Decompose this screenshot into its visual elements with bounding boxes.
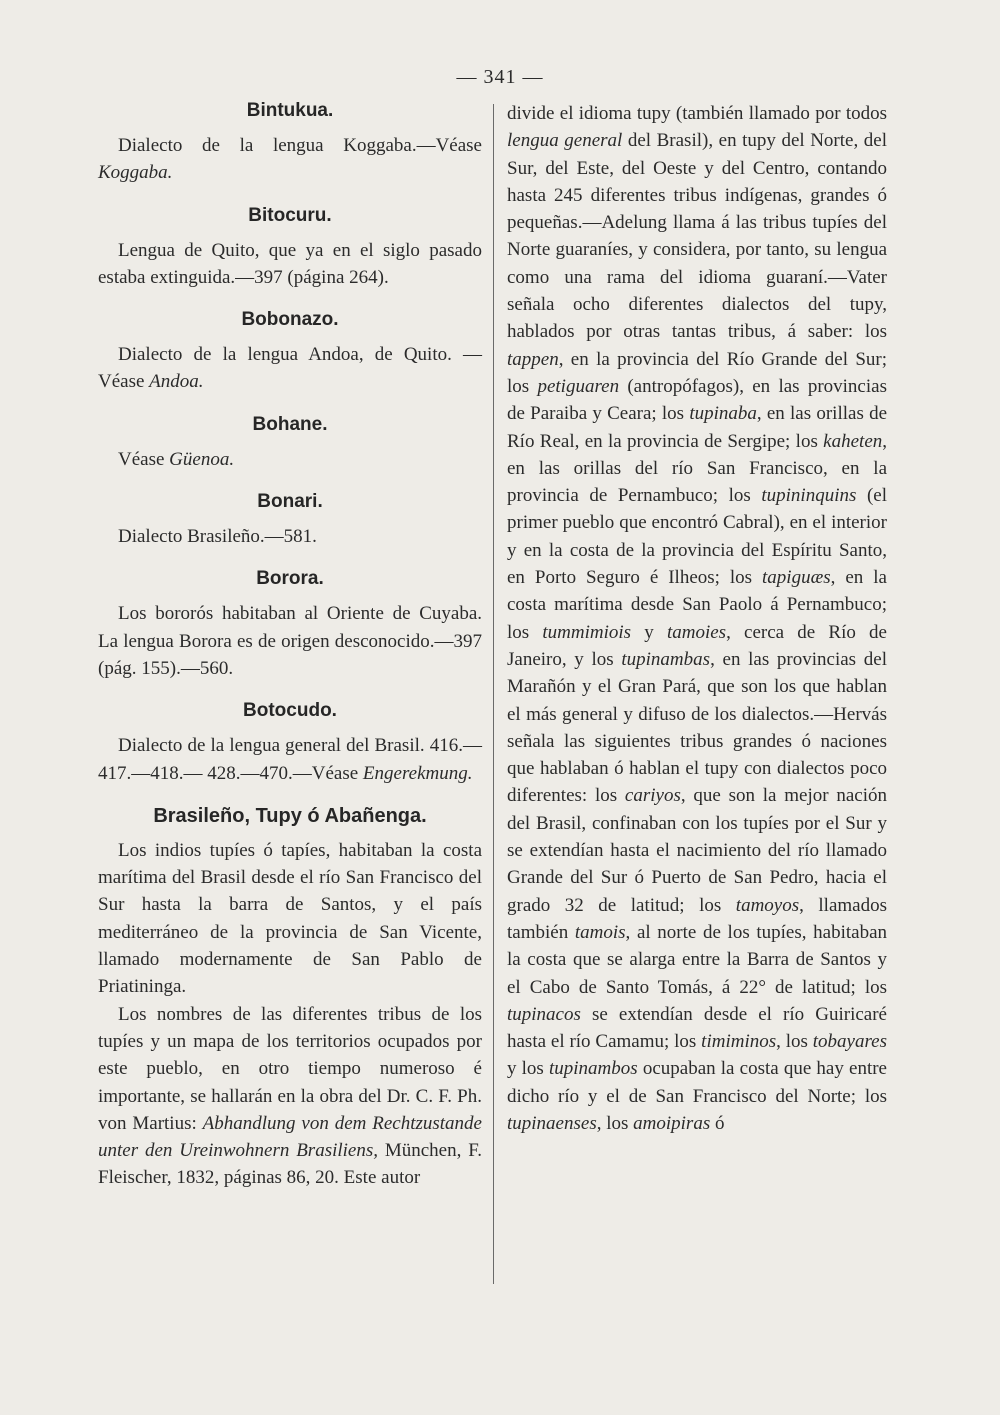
tribe-name: tamoies xyxy=(666,621,727,643)
entry-bonari xyxy=(98,491,482,550)
text-run: (antropófagos), en las provincias de Paraiba y Ceara; los xyxy=(507,375,887,425)
entry-paragraph xyxy=(98,1001,482,1192)
text-run: , en las provincias del Marañón y el Gran Pará, que son los que hablan el más general y difuso de los dialectos.—Hervás señala las siguientes tribus grandes ó naciones que hablaban ó hablan el tupy con dialectos poco diferentes: los xyxy=(507,648,887,807)
entry-bohane xyxy=(98,414,482,473)
text-run: y los xyxy=(507,1058,549,1080)
text-run: (el primer pueblo que encontró Cabral), en el interior y en la costa de la provincia del Espíritu Santo, en Porto Seguro é Ilheos; los xyxy=(507,485,887,589)
entry-text xyxy=(98,132,482,187)
tribe-name: petiguaren xyxy=(537,375,620,397)
text-run: , que son la mejor nación del Brasil, confinaban con los tupíes por el Sur y se extendían hasta el nacimiento del río llamado Grande del Sur ó Puerto de San Pedro, hacia el grado 32 de latitud; los xyxy=(507,785,887,916)
tribe-name: timiminos xyxy=(701,1031,777,1053)
tribe-name: tappen xyxy=(507,348,559,370)
entry-text: Lengua de Quito, que ya en el siglo pasado estaba extinguida.—397 (página 264). xyxy=(98,239,482,288)
entry-title: Bobonazo. xyxy=(241,309,339,331)
column-divider xyxy=(493,104,494,1284)
entry-reference: Engerekmung. xyxy=(362,762,473,784)
tribe-name: tupinacos xyxy=(507,1003,581,1025)
entry-title: Brasileño, Tupy ó Abañenga. xyxy=(153,804,427,827)
text-run: y xyxy=(631,621,667,643)
entry-bintukua xyxy=(98,100,482,187)
entry-reference: Koggaba. xyxy=(98,162,173,184)
text-run: , los xyxy=(776,1031,813,1053)
entry-text-run: Véase xyxy=(118,448,170,470)
tribe-name: tupininquins xyxy=(761,485,857,507)
work-title: Abhandlung von dem Rechtzustande unter den Ureinwohnern Brasiliens, xyxy=(98,1112,482,1162)
text-run: ó xyxy=(710,1112,725,1134)
entry-title: Bohane. xyxy=(252,413,328,435)
text-run: , cerca de Río de Janeiro, y los xyxy=(507,621,887,670)
entry-text xyxy=(98,446,482,473)
entry-text-run: Dialecto de la lengua Andoa, de Quito. —Véase xyxy=(98,344,482,393)
tribe-name: tummimiois xyxy=(542,621,632,643)
tribe-name: lengua general xyxy=(507,130,623,152)
entry-borora xyxy=(98,568,482,682)
entry-bitocuru xyxy=(98,205,482,292)
tribe-name: tupinaba xyxy=(689,403,757,425)
entry-text: Dialecto Brasileño.—581. xyxy=(118,526,317,548)
entry-paragraph: Los indios tupíes ó tapíes, habitaban la costa marítima del Brasil desde el río San Francisco del Sur hasta la barra de Santos, y el país mediterráneo de la provincia de San Vicente, llamado modernamente de San Pablo de Priatininga. xyxy=(98,839,482,998)
entry-text-run: Los nombres de las diferentes tribus de los tupíes y un mapa de los territorios ocupados por este pueblo, en otro tiempo numeroso é importante, se hallarán en la obra del Dr. C. F. Ph. von Martius: xyxy=(98,1003,482,1134)
text-run: , en las orillas de Río Real, en la provincia de Sergipe; los xyxy=(507,403,888,452)
tribe-name: amoipiras xyxy=(633,1112,711,1134)
entry-title: Borora. xyxy=(256,568,324,590)
text-run: , en la costa marítima desde San Paolo á Pernambuco; los xyxy=(507,567,887,643)
text-run: , llamados también xyxy=(507,894,887,943)
entry-text xyxy=(98,732,482,787)
entry-reference: Güenoa. xyxy=(169,448,235,470)
entry-title: Bitocuru. xyxy=(248,204,332,226)
entry-text-run: Dialecto de la lengua general del Brasil. 416.—417.—418.— 428.—470.—Véase xyxy=(98,735,482,784)
continued-paragraph xyxy=(507,100,887,1137)
entry-title: Botocudo. xyxy=(243,700,337,722)
entry-title: Bonari. xyxy=(257,491,323,513)
text-run: , los xyxy=(596,1112,634,1134)
entry-brasileno xyxy=(98,805,482,1192)
right-column xyxy=(507,100,887,1137)
tribe-name: tupinaenses xyxy=(507,1112,597,1134)
tribe-name: kaheten xyxy=(823,430,883,452)
entry-title: Bintukua. xyxy=(246,100,334,121)
page-number: — 341 — xyxy=(456,66,544,88)
tribe-name: tobayares xyxy=(812,1031,887,1053)
entry-bobonazo xyxy=(98,309,482,396)
entry-botocudo xyxy=(98,700,482,787)
tribe-name: tamoyos xyxy=(735,894,800,916)
entry-text xyxy=(98,341,482,396)
tribe-name: tupinambas xyxy=(621,648,711,670)
text-run: , al norte de los tupíes, habitaban la costa que se alarga entre la Barra de Santos y el Cabo de Santo Tomás, á 22° de latitud; los xyxy=(507,921,888,998)
text-run: , en la provincia del Río Grande del Sur; los xyxy=(507,348,887,397)
entry-reference: Andoa. xyxy=(149,371,204,393)
tribe-name: tupinambos xyxy=(548,1058,638,1080)
tribe-name: cariyos xyxy=(624,785,681,807)
text-run: divide el idioma tupy (también llamado por todos xyxy=(507,103,887,124)
text-run: , en las orillas del río San Francisco, en la provincia de Pernambuco; los xyxy=(507,430,887,507)
left-column xyxy=(98,100,482,1210)
text-run: ocupaban la costa que hay entre dicho río y el de San Francisco del Norte; los xyxy=(507,1058,887,1107)
entry-text: Los bororós habitaban al Oriente de Cuyaba. La lengua Borora es de origen desconocido.—397 (pág. 155).—560. xyxy=(98,603,482,679)
entry-text-run: Dialecto de la lengua Koggaba.—Véase xyxy=(118,135,482,156)
entry-text-run: München, F. Fleischer, 1832, páginas 86, 20. Este autor xyxy=(98,1140,482,1189)
tribe-name: tapiguæs xyxy=(762,567,831,589)
text-run: del Brasil), en tupy del Norte, del Sur, del Este, del Oeste y del Centro, contando hasta 245 diferentes tribus indígenas, grandes ó pequeñas.—Adelung llama á las tribus tupíes del Norte guaraníes, y considera, por tanto, su lengua como una rama del idioma guaraní.—Vater señala ocho diferentes dialectos del tupy, hablados por otras tantas tribus, á saber: los xyxy=(507,130,887,343)
tribe-name: tamois xyxy=(574,921,626,943)
text-run: se extendían desde el río Guiricaré hasta el río Camamu; los xyxy=(507,1003,887,1053)
